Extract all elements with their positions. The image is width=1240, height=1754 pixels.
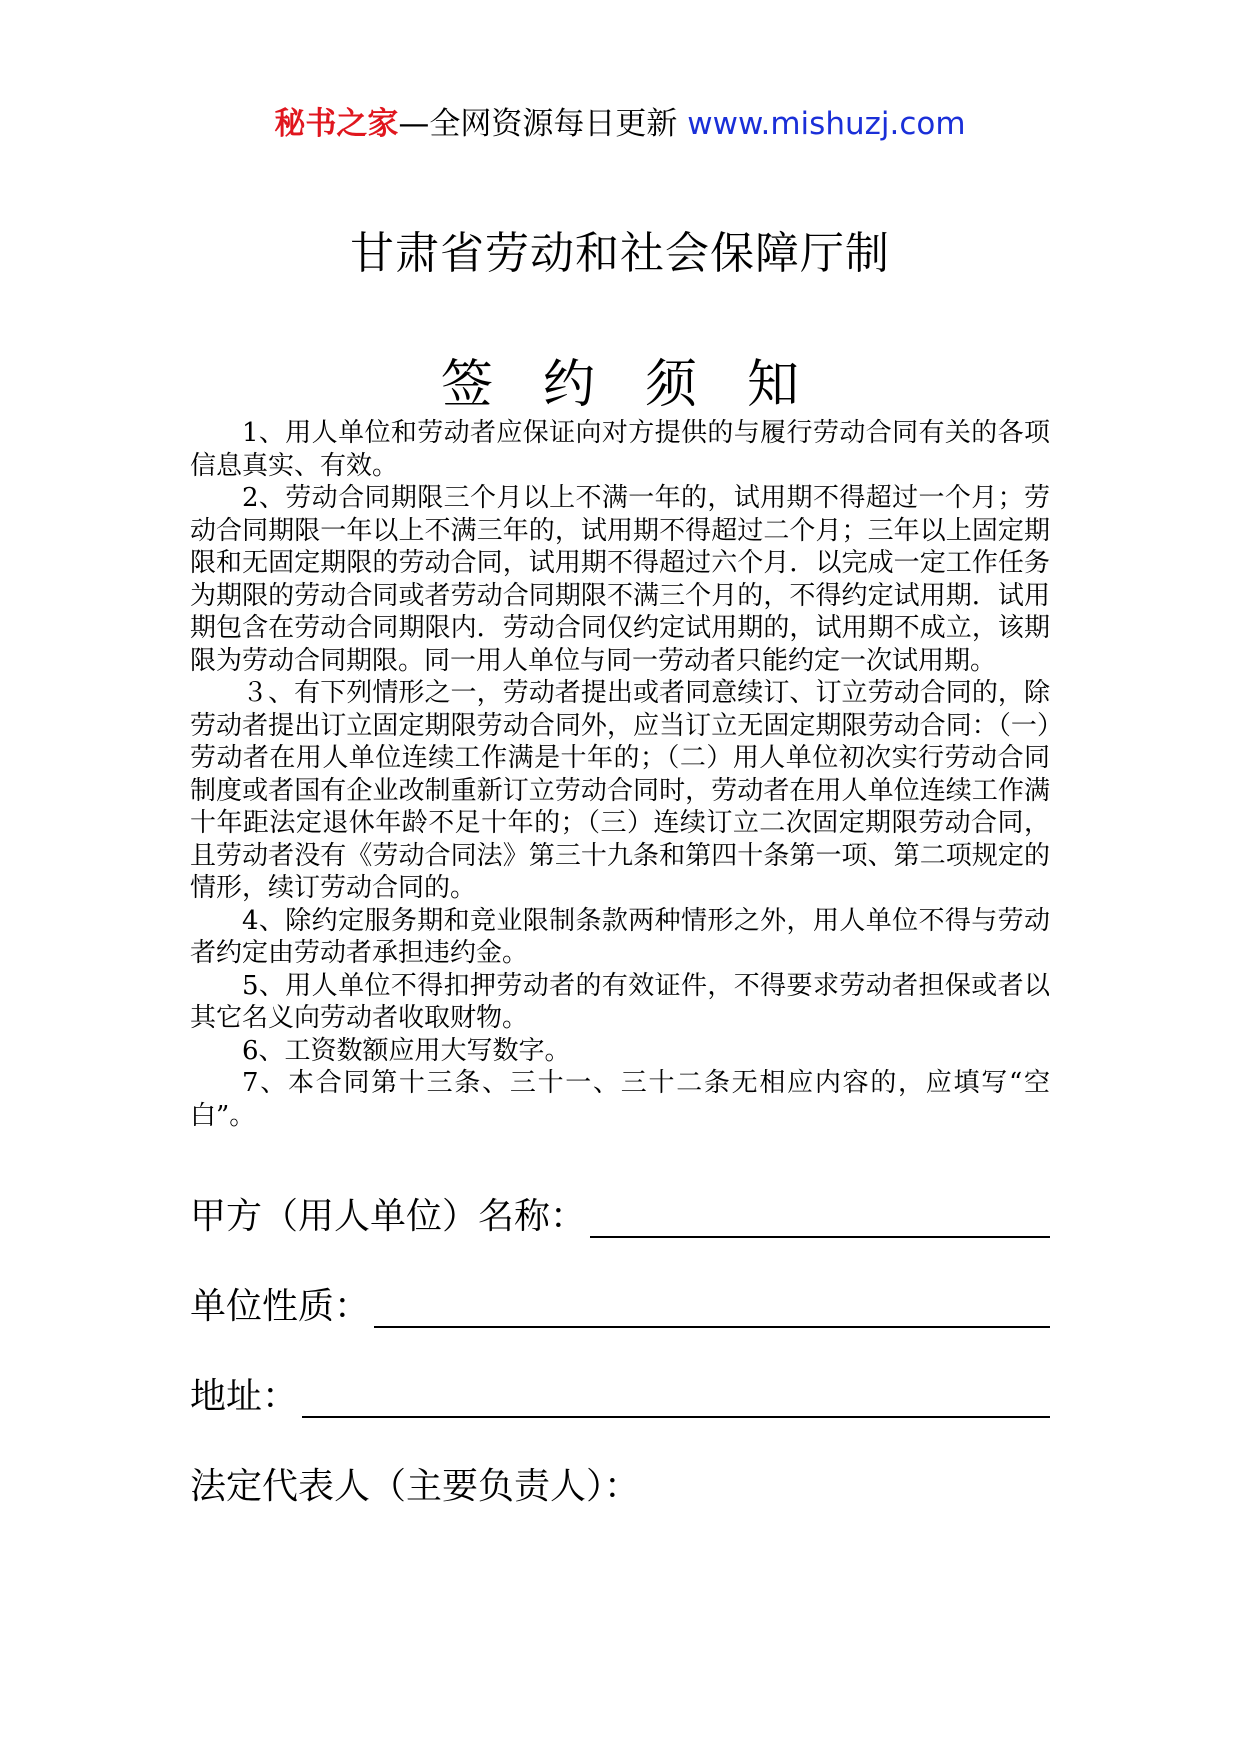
employer-name-blank[interactable]	[590, 1236, 1050, 1238]
employer-name-field[interactable]	[190, 1192, 1050, 1242]
unit-nature-label: 单位性质：	[190, 1286, 371, 1327]
notice-item-4: 4、除约定服务期和竞业限制条款两种情形之外，用人单位不得与劳动者约定由劳动者承担违约金。	[190, 905, 1050, 968]
site-slogan: —全网资源每日更新	[398, 106, 688, 142]
notice-item-5: 5、用人单位不得扣押劳动者的有效证件，不得要求劳动者担保或者以其它名义向劳动者收取财物。	[190, 970, 1050, 1033]
unit-nature-blank[interactable]	[374, 1326, 1050, 1328]
notice-title: 签约须知	[440, 355, 849, 415]
issuing-organization: 甘肃省劳动和社会保障厅制	[350, 228, 890, 279]
brand-name: 秘书之家	[274, 106, 399, 142]
notice-item-7: 7、本合同第十三条、三十一、三十二条无相应内容的，应填写“空白”。	[190, 1068, 1050, 1131]
site-header	[0, 102, 1240, 146]
employer-name-label: 甲方（用人单位）名称：	[190, 1196, 587, 1237]
site-url-link[interactable]: www.mishuzj.com	[687, 106, 966, 142]
notice-body	[190, 417, 1050, 1132]
unit-nature-field[interactable]	[190, 1282, 1050, 1332]
legal-rep-label: 法定代表人（主要负责人）：	[190, 1466, 641, 1507]
address-blank[interactable]	[302, 1416, 1050, 1418]
address-label: 地址：	[190, 1376, 299, 1417]
notice-item-3: ３、有下列情形之一，劳动者提出或者同意续订、订立劳动合同的，除劳动者提出订立固定期限劳动合同外，应当订立无固定期限劳动合同：（一）劳动者在用人单位连续工作满是十年的；（二）用人单位初次实行劳动合同制度或者国有企业改制重新订立劳动合同时，劳动者在用人单位连续工作满十年距法定退休年龄不足十年的；（三）连续订立二次固定期限劳动合同，且劳动者没有《劳动合同法》第三十九条和第四十条第一项、第二项规定的情形，续订劳动合同的。	[190, 678, 1050, 903]
party-a-form	[190, 1192, 1050, 1552]
legal-rep-field[interactable]	[190, 1462, 1050, 1512]
notice-item-2: 2、劳动合同期限三个月以上不满一年的，试用期不得超过一个月；劳动合同期限一年以上不满三年的，试用期不得超过二个月；三年以上固定期限和无固定期限的劳动合同，试用期不得超过六个月．以完成一定工作任务为期限的劳动合同或者劳动合同期限不满三个月的，不得约定试用期．试用期包含在劳动合同期限内．劳动合同仅约定试用期的，试用期不成立，该期限为劳动合同期限。同一用人单位与同一劳动者只能约定一次试用期。	[190, 483, 1050, 676]
notice-item-1: 1、用人单位和劳动者应保证向对方提供的与履行劳动合同有关的各项信息真实、有效。	[190, 418, 1050, 481]
address-field[interactable]	[190, 1372, 1050, 1422]
notice-item-6: 6、工资数额应用大写数字。	[242, 1035, 571, 1066]
